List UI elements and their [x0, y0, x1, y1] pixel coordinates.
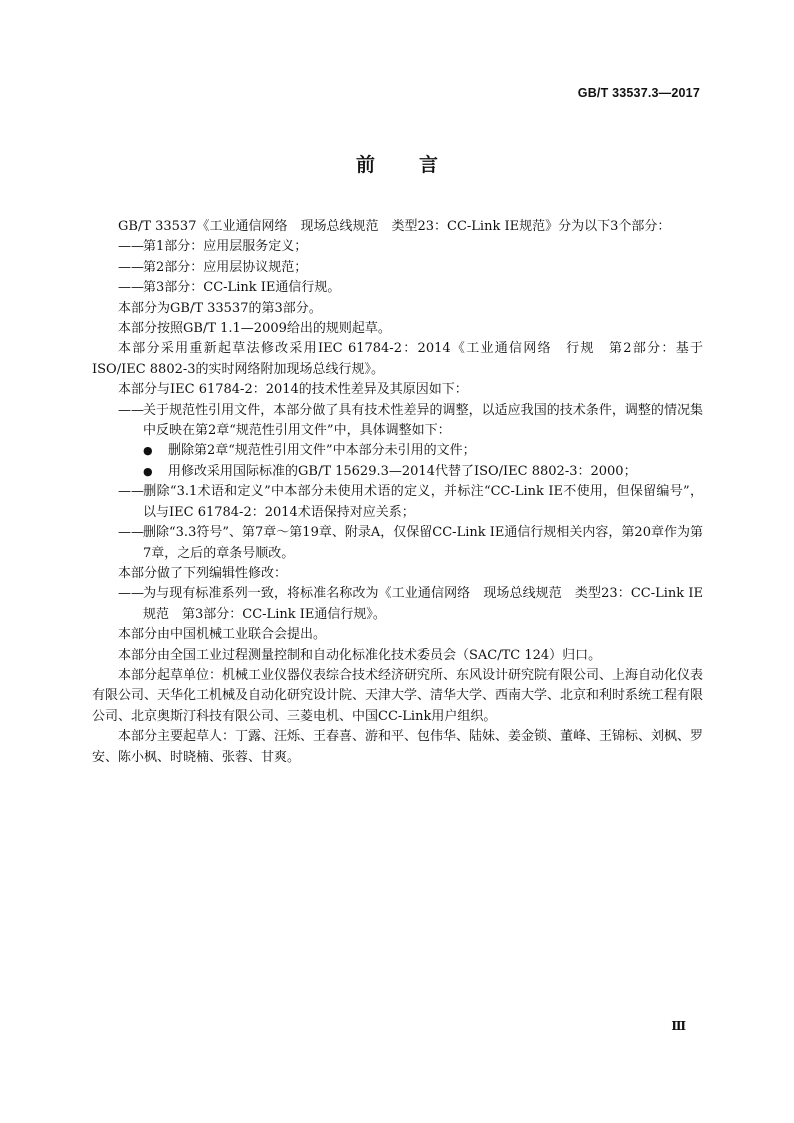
paragraph: 本部分做了下列编辑性修改：: [118, 565, 288, 581]
paragraph: 本部分为GB/T 33537的第3部分。: [118, 300, 322, 316]
paragraph: 本部分主要起草人：丁露、汪烁、王春喜、游和平、包伟华、陆妹、姜金锁、董峰、王锦标、刘枫、罗安、陈小枫、时晓楠、张蓉、甘爽。: [92, 729, 704, 765]
paragraph: 本部分按照GB/T 1.1—2009给出的规则起草。: [118, 321, 391, 337]
paragraph: 本部分起草单位：机械工业仪器仪表综合技术经济研究所、东风设计研究院有限公司、上海自动化仪表有限公司、天华化工机械及自动化研究设计院、天津大学、清华大学、西南大学、北京和利时系统工程有限公司、北京奥斯汀科技有限公司、三菱电机、中国CC-Link用户组织。: [92, 667, 704, 724]
dash-item: [92, 237, 703, 257]
bullet-item-text: 删除第2章“规范性引用文件”中本部分未引用的文件；: [168, 443, 476, 459]
paragraph: 本部分与IEC 61784-2：2014的技术性差异及其原因如下：: [118, 382, 468, 398]
dash-item-text: 删除“3.1术语和定义”中本部分未使用术语的定义，并标注“CC-Link IE不使用，但保留编号”，以与IEC 61784-2：2014术语保持对应关系；: [143, 484, 703, 520]
dash-item-text: 关于规范性引用文件，本部分做了具有技术性差异的调整，以适应我国的技术条件，调整的情况集中反映在第2章“规范性引用文件”中，具体调整如下：: [143, 402, 703, 439]
dash-item: [92, 523, 703, 564]
dash-marker: ——: [118, 402, 144, 418]
standard-number: GB/T 33537.3—2017: [577, 86, 700, 100]
dash-marker: ——: [118, 239, 144, 255]
paragraph: 本部分由全国工业过程测量控制和自动化标准化技术委员会（SAC/TC 124）归口。: [118, 647, 602, 663]
page-title: 前言: [355, 154, 482, 176]
dash-item-text: 第1部分：应用层服务定义；: [143, 239, 308, 255]
dash-marker: ——: [118, 586, 144, 602]
dash-item: [92, 278, 703, 298]
foreword-body: [92, 217, 703, 768]
dash-item-text: 第3部分：CC-Link IE通信行规。: [143, 280, 341, 296]
page-number: Ⅲ: [671, 1019, 686, 1033]
dash-item-text: 删除“3.3符号”、第7章～第19章、附录A，仅保留CC-Link IE通信行规相关内容，第20章作为第7章，之后的章条号顺改。: [143, 525, 703, 561]
paragraph: 本部分由中国机械工业联合会提出。: [118, 627, 327, 643]
dash-item: [92, 258, 703, 278]
dash-item-text: 第2部分：应用层协议规范；: [143, 259, 308, 275]
dash-marker: ——: [118, 280, 144, 296]
dash-item-text: 为与现有标准系列一致，将标准名称改为《工业通信网络 现场总线规范 类型23：CC-Link IE规范 第3部分：CC-Link IE通信行规》。: [143, 586, 703, 622]
bullet-icon: ●: [143, 464, 153, 478]
bullet-item: [92, 441, 703, 461]
dash-item: [92, 401, 703, 442]
dash-item: [92, 482, 703, 523]
paragraph: 本部分采用重新起草法修改采用IEC 61784-2：2014《工业通信网络 行规 第2部分：基于ISO/IEC 8802-3的实时网络附加现场总线行规》。: [92, 341, 703, 377]
dash-item: [92, 584, 703, 625]
dash-marker: ——: [118, 525, 144, 541]
bullet-item-text: 用修改采用国际标准的GB/T 15629.3—2014代替了ISO/IEC 8802-3：2000；: [168, 463, 637, 479]
dash-marker: ——: [118, 484, 144, 500]
paragraph: GB/T 33537《工业通信网络 现场总线规范 类型23：CC-Link IE规范》分为以下3个部分：: [118, 219, 671, 234]
dash-marker: ——: [118, 259, 144, 275]
bullet-item: [92, 462, 703, 482]
bullet-icon: ●: [143, 444, 153, 458]
